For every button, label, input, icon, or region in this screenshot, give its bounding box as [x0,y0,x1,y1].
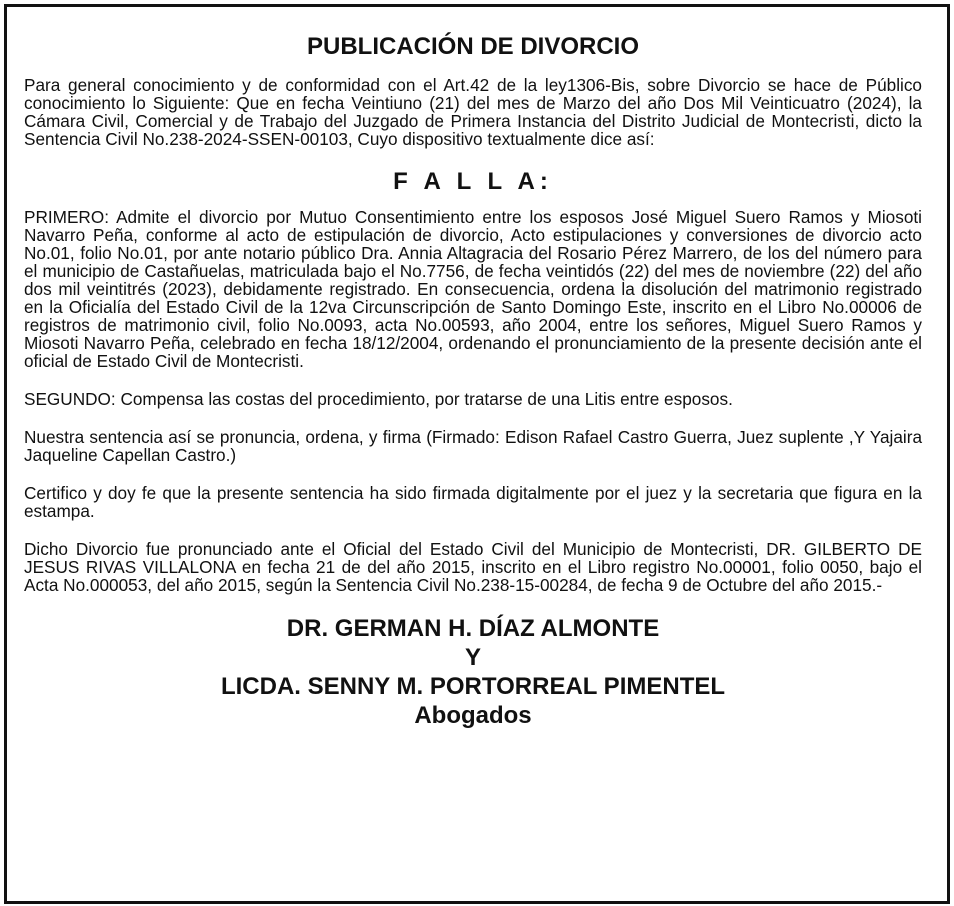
signature-block [24,614,922,730]
intro-paragraph: Para general conocimiento y de conformidad con el Art.42 de la ley1306-Bis, sobre Divorcio se hace de Público conocimiento lo Siguiente: Que en fecha Veintiuno (21) del mes de Marzo del año Dos Mil Veinticuatro (2024), la Cámara Civil, Comercial y de Trabajo del Juzgado de Primera Instancia del Distrito Judicial de Montecristi, dicto la Sentencia Civil No.238-2024-SSEN-00103, Cuyo dispositivo textualmente dice así: [24,75,922,149]
segundo-paragraph: SEGUNDO: Compensa las costas del procedimiento, por tratarse de una Litis entre esposos. [24,389,733,409]
primero-paragraph: PRIMERO: Admite el divorcio por Mutuo Consentimiento entre los esposos José Miguel Suero Ramos y Miosoti Navarro Peña, conforme al acto de estipulación de divorcio, Acto estipulaciones y conversiones de divorcio acto No.01, folio No.01, por ante notario público Dra. Annia Altagracia del Rosario Pérez Marrero, de los del número para el municipio de Castañuelas, matriculada bajo el No.7756, de fecha veintidós (22) del mes de noviembre (22) del año dos mil veintitrés (2023), debidamente registrado. En consecuencia, ordena la disolución del matrimonio registrado en la Oficialía del Estado Civil de la 12va Circunscripción de Santo Domingo Este, inscrito en el Libro No.00006 de registros de matrimonio civil, folio No.0093, acta No.00593, año 2004, entre los señores, Miguel Suero Ramos y Miosoti Navarro Peña, celebrado en fecha 18/12/2004, ordenando el pronunciamiento de la presente decisión ante el oficial de Estado Civil de Montecristi. [24,207,922,371]
notice-frame [4,4,950,904]
signature-conjunction: Y [464,644,481,671]
signature-role: Abogados [414,702,532,729]
certifico-paragraph: Certifico y doy fe que la presente sentencia ha sido firmada digitalmente por el juez y la secretaria que figura en la estampa. [24,483,922,521]
firma-paragraph: Nuestra sentencia así se pronuncia, ordena, y firma (Firmado: Edison Rafael Castro Guerra, Juez suplente ,Y Yajaira Jaqueline Capellan Castro.) [24,427,922,465]
signature-name-2: LICDA. SENNY M. PORTORREAL PIMENTEL [220,673,726,700]
notice-body [7,33,947,730]
pronunciado-paragraph: Dicho Divorcio fue pronunciado ante el Oficial del Estado Civil del Municipio de Montecristi, DR. GILBERTO DE JESUS RIVAS VILLALONA en fecha 21 de del año 2015, inscrito en el Libro registro No.00001, folio 0050, bajo el Acta No.000053, del año 2015, según la Sentencia Civil No.238-15-00284, de fecha 9 de Octubre del año 2015.- [24,539,922,595]
signature-name-1: DR. GERMAN H. DÍAZ ALMONTE [286,615,660,642]
falla-heading: F A L L A: [393,168,553,195]
notice-title: PUBLICACIÓN DE DIVORCIO [306,33,639,60]
